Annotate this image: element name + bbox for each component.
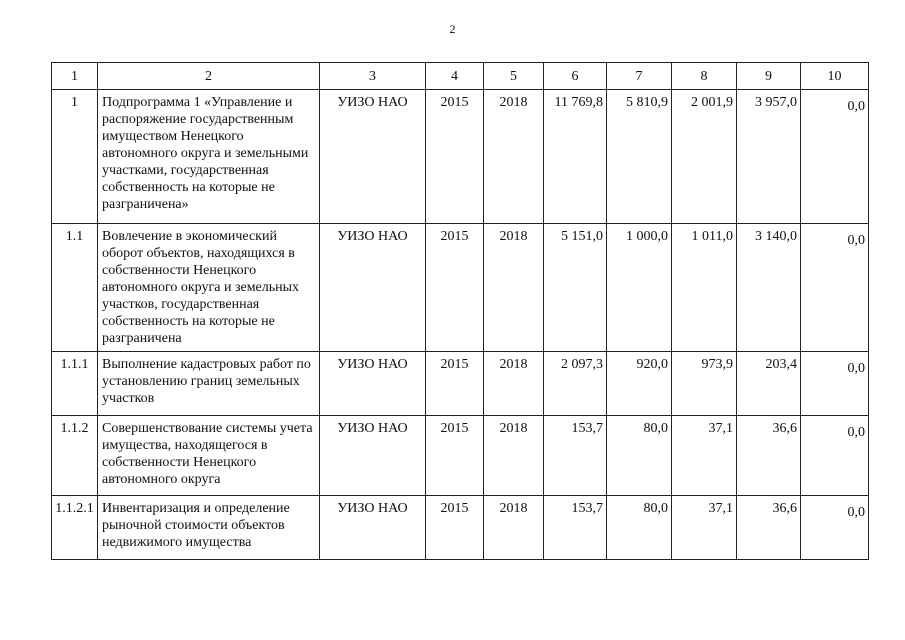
row-value-col9: 3 140,0 — [737, 224, 801, 352]
row-value-col10: 0,0 — [801, 416, 869, 496]
row-name: Подпрограмма 1 «Управление и распоряжение государственным имуществом Ненецкого автономного округа и земельными участками, государственная собственность на которые не разграничена» — [98, 90, 320, 224]
row-executor: УИЗО НАО — [320, 224, 426, 352]
row-value-col7: 920,0 — [607, 352, 672, 416]
row-end-year: 2018 — [484, 90, 544, 224]
row-number: 1.1 — [52, 224, 98, 352]
row-value-col10: 0,0 — [801, 90, 869, 224]
row-start-year: 2015 — [426, 224, 484, 352]
header-cell: 10 — [801, 63, 869, 90]
row-end-year: 2018 — [484, 352, 544, 416]
row-end-year: 2018 — [484, 496, 544, 560]
header-cell: 3 — [320, 63, 426, 90]
row-value-total: 11 769,8 — [544, 90, 607, 224]
row-value-col7: 80,0 — [607, 496, 672, 560]
row-start-year: 2015 — [426, 496, 484, 560]
row-start-year: 2015 — [426, 352, 484, 416]
row-value-col7: 5 810,9 — [607, 90, 672, 224]
row-value-col8: 2 001,9 — [672, 90, 737, 224]
row-name: Выполнение кадастровых работ по установлению границ земельных участков — [98, 352, 320, 416]
row-executor: УИЗО НАО — [320, 416, 426, 496]
row-number: 1.1.2.1 — [52, 496, 98, 560]
row-value-col9: 3 957,0 — [737, 90, 801, 224]
row-value-col8: 37,1 — [672, 416, 737, 496]
row-name: Совершенствование системы учета имущества, находящегося в собственности Ненецкого автономного округа — [98, 416, 320, 496]
row-value-col8: 1 011,0 — [672, 224, 737, 352]
row-value-col9: 36,6 — [737, 416, 801, 496]
row-number: 1.1.2 — [52, 416, 98, 496]
page-number: 2 — [449, 22, 456, 36]
program-table — [51, 62, 869, 560]
row-value-col10: 0,0 — [801, 496, 869, 560]
row-number: 1 — [52, 90, 98, 224]
row-value-total: 153,7 — [544, 416, 607, 496]
header-cell: 5 — [484, 63, 544, 90]
row-name: Вовлечение в экономический оборот объектов, находящихся в собственности Ненецкого автономного округа и земельных участков, государственная собственность на которые не разграничена — [98, 224, 320, 352]
row-executor: УИЗО НАО — [320, 90, 426, 224]
row-value-col7: 80,0 — [607, 416, 672, 496]
row-value-col7: 1 000,0 — [607, 224, 672, 352]
row-value-col9: 203,4 — [737, 352, 801, 416]
row-number: 1.1.1 — [52, 352, 98, 416]
row-value-col10: 0,0 — [801, 352, 869, 416]
header-cell: 9 — [737, 63, 801, 90]
row-name: Инвентаризация и определение рыночной стоимости объектов недвижимого имущества — [98, 496, 320, 560]
table-row — [52, 496, 869, 560]
table-row — [52, 352, 869, 416]
row-value-col8: 973,9 — [672, 352, 737, 416]
row-value-total: 153,7 — [544, 496, 607, 560]
row-end-year: 2018 — [484, 416, 544, 496]
header-cell: 1 — [52, 63, 98, 90]
row-value-col9: 36,6 — [737, 496, 801, 560]
table-row — [52, 416, 869, 496]
row-end-year: 2018 — [484, 224, 544, 352]
header-cell: 4 — [426, 63, 484, 90]
row-value-col8: 37,1 — [672, 496, 737, 560]
row-start-year: 2015 — [426, 90, 484, 224]
header-cell: 8 — [672, 63, 737, 90]
row-executor: УИЗО НАО — [320, 352, 426, 416]
row-start-year: 2015 — [426, 416, 484, 496]
row-value-col10: 0,0 — [801, 224, 869, 352]
row-value-total: 2 097,3 — [544, 352, 607, 416]
table-row — [52, 224, 869, 352]
table-row — [52, 90, 869, 224]
header-cell: 7 — [607, 63, 672, 90]
header-cell: 6 — [544, 63, 607, 90]
row-value-total: 5 151,0 — [544, 224, 607, 352]
header-cell: 2 — [98, 63, 320, 90]
row-executor: УИЗО НАО — [320, 496, 426, 560]
table-header-row — [52, 63, 869, 90]
